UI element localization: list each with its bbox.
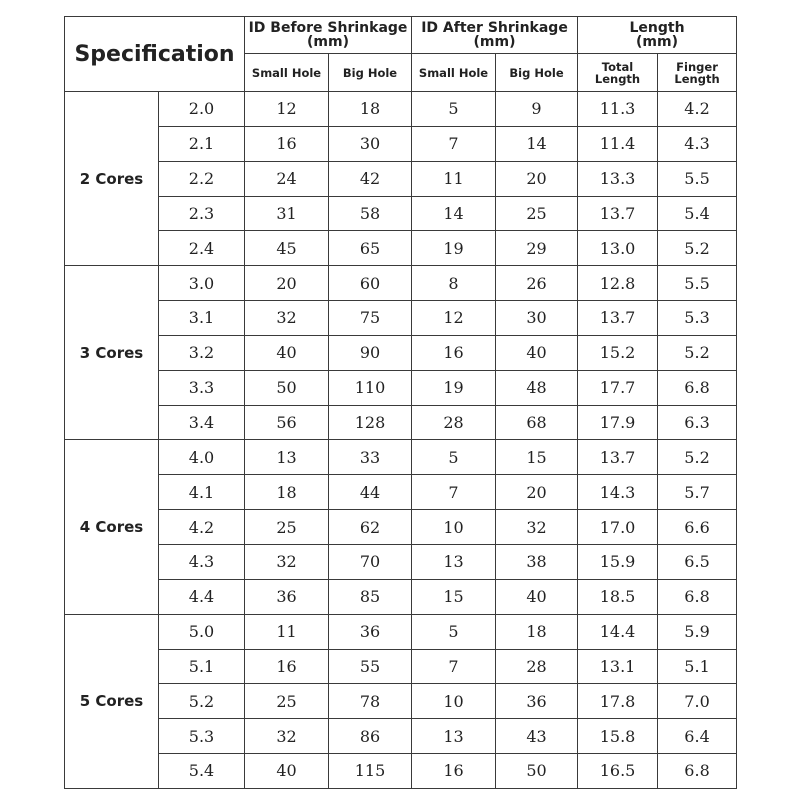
before-big-hole-cell: 65 — [329, 231, 412, 266]
before-big-hole-cell: 60 — [329, 266, 412, 301]
table-row — [65, 266, 737, 301]
table-row — [65, 370, 737, 405]
after-small-hole-cell: 13 — [412, 544, 496, 579]
total-length-cell: 17.0 — [578, 510, 658, 545]
finger-length-cell: 6.3 — [658, 405, 737, 440]
before-small-hole-cell: 12 — [245, 92, 329, 127]
after-small-hole-cell: 5 — [412, 614, 496, 649]
core-group-label: 3 Cores — [65, 266, 159, 440]
table-row — [65, 754, 737, 789]
finger-length-cell: 5.2 — [658, 335, 737, 370]
before-small-hole-cell: 45 — [245, 231, 329, 266]
before-small-hole-cell: 50 — [245, 370, 329, 405]
after-small-hole-cell: 15 — [412, 579, 496, 614]
after-big-hole-cell: 14 — [496, 126, 578, 161]
length-title: Length — [629, 20, 685, 36]
length-unit: (mm) — [636, 34, 679, 50]
table-row — [65, 544, 737, 579]
total-length-cell: 18.5 — [578, 579, 658, 614]
spec-value-cell: 2.1 — [159, 126, 245, 161]
finger-length-cell: 5.5 — [658, 266, 737, 301]
total-length-cell: 15.8 — [578, 719, 658, 754]
finger-length-cell: 5.5 — [658, 161, 737, 196]
after-big-hole-cell: 18 — [496, 614, 578, 649]
total-length-line2: Length — [594, 71, 641, 86]
total-length-cell: 11.4 — [578, 126, 658, 161]
spec-value-cell: 4.1 — [159, 475, 245, 510]
table-row — [65, 335, 737, 370]
spec-value-cell: 2.3 — [159, 196, 245, 231]
total-length-cell: 13.3 — [578, 161, 658, 196]
before-big-hole-cell: 42 — [329, 161, 412, 196]
table-row — [65, 405, 737, 440]
finger-length-cell: 6.5 — [658, 544, 737, 579]
before-big-hole-cell: 115 — [329, 754, 412, 789]
total-length-cell: 16.5 — [578, 754, 658, 789]
total-length-cell: 17.8 — [578, 684, 658, 719]
before-big-hole-cell: 90 — [329, 335, 412, 370]
total-length-line1: Total — [601, 59, 634, 74]
after-small-hole-cell: 19 — [412, 231, 496, 266]
before-big-hole-cell: 75 — [329, 301, 412, 336]
before-small-hole-cell: 36 — [245, 579, 329, 614]
spec-value-cell: 2.0 — [159, 92, 245, 127]
before-big-hole-cell: 62 — [329, 510, 412, 545]
core-group-label: 5 Cores — [65, 614, 159, 788]
total-length-cell: 12.8 — [578, 266, 658, 301]
finger-length-cell: 5.1 — [658, 649, 737, 684]
spec-value-cell: 5.3 — [159, 719, 245, 754]
finger-length-line1: Finger — [676, 59, 718, 74]
total-length-cell: 13.7 — [578, 440, 658, 475]
finger-length-cell: 4.2 — [658, 92, 737, 127]
id-before-unit: (mm) — [307, 34, 349, 50]
before-big-hole-cell: 18 — [329, 92, 412, 127]
finger-length-cell: 6.6 — [658, 510, 737, 545]
before-small-hole-cell: 13 — [245, 440, 329, 475]
table-body — [65, 92, 737, 789]
after-small-hole-header: Small Hole — [412, 54, 496, 92]
total-length-cell: 13.0 — [578, 231, 658, 266]
after-big-hole-cell: 40 — [496, 579, 578, 614]
spec-value-cell: 4.4 — [159, 579, 245, 614]
spec-value-cell: 4.2 — [159, 510, 245, 545]
after-small-hole-cell: 7 — [412, 126, 496, 161]
finger-length-cell: 5.7 — [658, 475, 737, 510]
spec-value-cell: 2.2 — [159, 161, 245, 196]
length-header — [578, 17, 737, 54]
before-small-hole-cell: 32 — [245, 301, 329, 336]
before-small-hole-cell: 32 — [245, 544, 329, 579]
core-group-label: 2 Cores — [65, 92, 159, 266]
spec-value-cell: 3.0 — [159, 266, 245, 301]
core-group-label: 4 Cores — [65, 440, 159, 614]
after-big-hole-cell: 40 — [496, 335, 578, 370]
before-small-hole-cell: 20 — [245, 266, 329, 301]
finger-length-cell: 5.4 — [658, 196, 737, 231]
before-big-hole-header: Big Hole — [329, 54, 412, 92]
total-length-cell: 17.9 — [578, 405, 658, 440]
after-small-hole-cell: 8 — [412, 266, 496, 301]
spec-value-cell: 5.2 — [159, 684, 245, 719]
finger-length-header — [658, 54, 737, 92]
before-small-hole-cell: 11 — [245, 614, 329, 649]
total-length-cell: 13.1 — [578, 649, 658, 684]
before-small-hole-header: Small Hole — [245, 54, 329, 92]
after-small-hole-cell: 7 — [412, 649, 496, 684]
after-big-hole-cell: 9 — [496, 92, 578, 127]
spec-value-cell: 5.0 — [159, 614, 245, 649]
before-big-hole-cell: 85 — [329, 579, 412, 614]
total-length-cell: 14.4 — [578, 614, 658, 649]
before-big-hole-cell: 44 — [329, 475, 412, 510]
total-length-cell: 11.3 — [578, 92, 658, 127]
table-row — [65, 126, 737, 161]
before-small-hole-cell: 32 — [245, 719, 329, 754]
before-small-hole-cell: 25 — [245, 684, 329, 719]
table-row — [65, 719, 737, 754]
id-after-unit: (mm) — [473, 34, 516, 50]
spec-value-cell: 5.4 — [159, 754, 245, 789]
before-big-hole-cell: 86 — [329, 719, 412, 754]
spec-value-cell: 3.2 — [159, 335, 245, 370]
total-length-cell: 13.7 — [578, 301, 658, 336]
before-small-hole-cell: 40 — [245, 335, 329, 370]
before-small-hole-cell: 18 — [245, 475, 329, 510]
before-big-hole-cell: 55 — [329, 649, 412, 684]
table-row — [65, 161, 737, 196]
table-row — [65, 614, 737, 649]
spec-value-cell: 3.4 — [159, 405, 245, 440]
id-after-shrinkage-header — [412, 17, 578, 54]
before-small-hole-cell: 56 — [245, 405, 329, 440]
table-row — [65, 510, 737, 545]
total-length-cell: 15.2 — [578, 335, 658, 370]
after-big-hole-cell: 38 — [496, 544, 578, 579]
after-small-hole-cell: 19 — [412, 370, 496, 405]
after-big-hole-cell: 26 — [496, 266, 578, 301]
after-small-hole-cell: 5 — [412, 440, 496, 475]
finger-length-cell: 5.2 — [658, 231, 737, 266]
after-big-hole-cell: 68 — [496, 405, 578, 440]
before-big-hole-cell: 36 — [329, 614, 412, 649]
table-row — [65, 684, 737, 719]
total-length-cell: 17.7 — [578, 370, 658, 405]
total-length-cell: 13.7 — [578, 196, 658, 231]
finger-length-cell: 6.8 — [658, 579, 737, 614]
id-before-title: ID Before Shrinkage — [248, 20, 408, 36]
finger-length-cell: 5.9 — [658, 614, 737, 649]
after-small-hole-cell: 28 — [412, 405, 496, 440]
table-row — [65, 579, 737, 614]
after-big-hole-cell: 36 — [496, 684, 578, 719]
before-big-hole-cell: 128 — [329, 405, 412, 440]
after-big-hole-cell: 48 — [496, 370, 578, 405]
after-small-hole-cell: 16 — [412, 335, 496, 370]
spec-value-cell: 3.3 — [159, 370, 245, 405]
table-row — [65, 301, 737, 336]
before-big-hole-cell: 33 — [329, 440, 412, 475]
after-small-hole-cell: 10 — [412, 684, 496, 719]
before-big-hole-cell: 78 — [329, 684, 412, 719]
table-row — [65, 440, 737, 475]
table-row — [65, 649, 737, 684]
after-big-hole-cell: 50 — [496, 754, 578, 789]
table-row — [65, 196, 737, 231]
after-small-hole-cell: 14 — [412, 196, 496, 231]
after-big-hole-cell: 32 — [496, 510, 578, 545]
before-big-hole-cell: 58 — [329, 196, 412, 231]
finger-length-cell: 6.8 — [658, 370, 737, 405]
after-small-hole-cell: 11 — [412, 161, 496, 196]
total-length-header — [578, 54, 658, 92]
spec-value-cell: 4.3 — [159, 544, 245, 579]
spec-value-cell: 3.1 — [159, 301, 245, 336]
finger-length-cell: 6.4 — [658, 719, 737, 754]
before-small-hole-cell: 31 — [245, 196, 329, 231]
total-length-cell: 15.9 — [578, 544, 658, 579]
id-after-title: ID After Shrinkage — [421, 20, 568, 36]
id-before-shrinkage-header — [245, 17, 412, 54]
after-small-hole-cell: 13 — [412, 719, 496, 754]
after-big-hole-cell: 15 — [496, 440, 578, 475]
table-row — [65, 92, 737, 127]
total-length-cell: 14.3 — [578, 475, 658, 510]
before-small-hole-cell: 24 — [245, 161, 329, 196]
specification-header: Specification — [65, 17, 245, 92]
after-big-hole-cell: 29 — [496, 231, 578, 266]
finger-length-cell: 7.0 — [658, 684, 737, 719]
before-small-hole-cell: 16 — [245, 126, 329, 161]
after-small-hole-cell: 5 — [412, 92, 496, 127]
spec-value-cell: 4.0 — [159, 440, 245, 475]
before-big-hole-cell: 70 — [329, 544, 412, 579]
after-big-hole-cell: 43 — [496, 719, 578, 754]
after-big-hole-cell: 28 — [496, 649, 578, 684]
finger-length-cell: 6.8 — [658, 754, 737, 789]
before-big-hole-cell: 30 — [329, 126, 412, 161]
before-small-hole-cell: 25 — [245, 510, 329, 545]
after-big-hole-header: Big Hole — [496, 54, 578, 92]
finger-length-cell: 4.3 — [658, 126, 737, 161]
after-big-hole-cell: 20 — [496, 161, 578, 196]
finger-length-cell: 5.2 — [658, 440, 737, 475]
spec-value-cell: 5.1 — [159, 649, 245, 684]
specification-table — [64, 16, 737, 789]
after-small-hole-cell: 10 — [412, 510, 496, 545]
after-big-hole-cell: 25 — [496, 196, 578, 231]
after-big-hole-cell: 20 — [496, 475, 578, 510]
after-small-hole-cell: 7 — [412, 475, 496, 510]
table-row — [65, 475, 737, 510]
spec-value-cell: 2.4 — [159, 231, 245, 266]
after-small-hole-cell: 16 — [412, 754, 496, 789]
before-small-hole-cell: 40 — [245, 754, 329, 789]
finger-length-line2: Length — [674, 71, 720, 86]
before-big-hole-cell: 110 — [329, 370, 412, 405]
after-big-hole-cell: 30 — [496, 301, 578, 336]
before-small-hole-cell: 16 — [245, 649, 329, 684]
finger-length-cell: 5.3 — [658, 301, 737, 336]
table-row — [65, 231, 737, 266]
after-small-hole-cell: 12 — [412, 301, 496, 336]
